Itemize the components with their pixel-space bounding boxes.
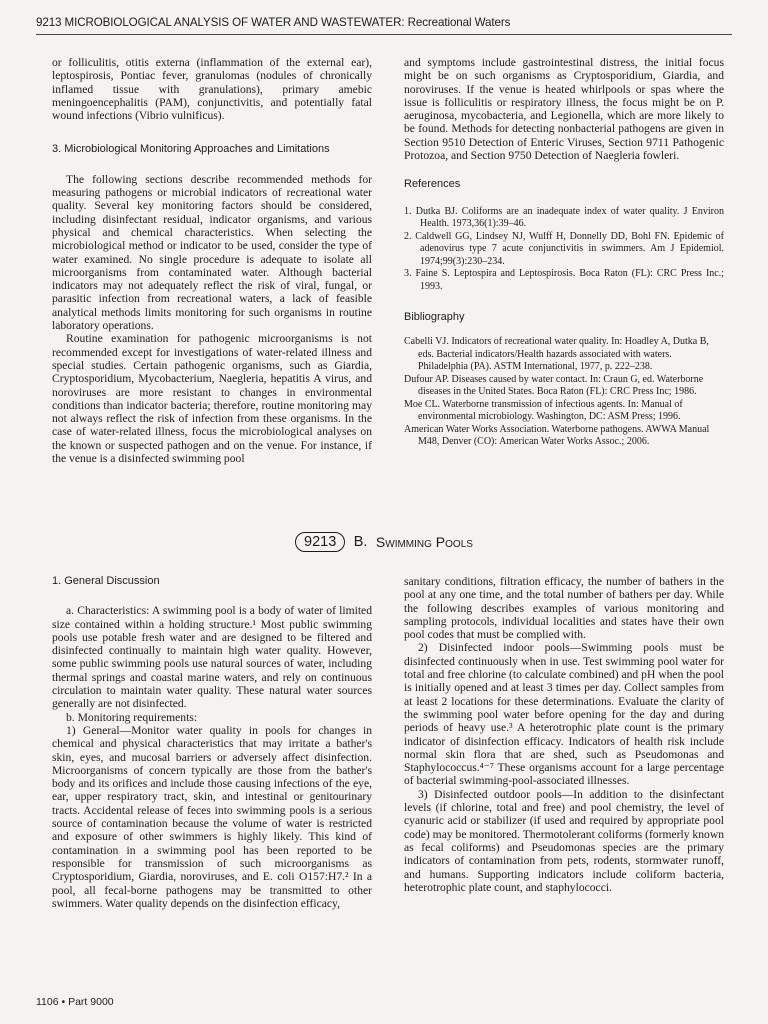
paragraph: The following sections describe recommended methods for measuring pathogens or microbial indicators of recreational water quality. Several key monitoring factors should be considered, including disinfectant residual, indicator organisms, and various physical and chemical characteristics. When selecting the microbiological method or indicator to be used, consider the type of water examined. No single procedure is adequate to isolate all microorganisms from contaminated water. Although bacterial indicators may not adequately reflect the risk of viral, fungal, or parasitic infection from recreational waters, a lack of feasible analytical methods limits monitoring for such organisms in routine laboratory operations. <box>52 172 372 333</box>
paragraph: or folliculitis, otitis externa (inflammation of the external ear), leptospirosis, Pontiac fever, granulomas (nodules of chronically inflamed tissue with granulations), primary amebic meningoencephalitis (PAM), conjunctivitis, and potentially fatal wound infections (Vibrio vulnificus). <box>52 56 372 123</box>
section-letter: B. <box>353 534 368 550</box>
page-footer: 1106 • Part 9000 <box>36 996 114 1008</box>
right-column-bottom <box>404 575 724 894</box>
bibliography-item: Cabelli VJ. Indicators of recreational water quality. In: Hoadley A, Dutka B, eds. Bacterial indicators/Health hazards associated with waters. Philadelphia (PA). ASTM International, 1977, p. 222–238. <box>404 336 709 373</box>
paragraph: a. Characteristics: A swimming pool is a body of water of limited size contained within a holding structure.¹ Most public swimming pools use potable fresh water and are designed to be filtered and disinfected continually to maintain high water quality. However, some public swimming pools use natural sources of water, including thermal springs and coastal marine waters, and rely on continuous circulation to maintain water quality. These natural water sources generally are not disinfected. <box>52 604 372 711</box>
paragraph: 2) Disinfected indoor pools—Swimming pools must be disinfected continuously when in use. Test swimming pool water for total and free chlorine (to calculate combined) and pH when the pool is initially opened and at least 3 times per day. Collect samples from at least 2 locations for these determinations. Evaluate the clarity of the swimming pool water before opening for the day and during periods of heavy use.³ A heterotrophic plate count is the primary indicator of disinfection efficacy. Indicators of health risk include normal skin flora that are shed, such as Pseudomonas and Staphylococcus.⁴⁻⁷ These organisms account for a large percentage of bacterial swimming-pool-associated illnesses. <box>404 641 724 788</box>
paragraph: b. Monitoring requirements: <box>66 710 198 724</box>
subsection-heading: 1. General Discussion <box>52 575 160 587</box>
references-heading: References <box>404 178 461 191</box>
subsection-heading: 3. Microbiological Monitoring Approaches and Limitations <box>52 143 330 156</box>
bibliography-item: American Water Works Association. Waterborne pathogens. AWWA Manual M48, Denver (CO): American Water Works Assoc.; 2006. <box>404 423 710 448</box>
bibliography-list <box>404 336 724 449</box>
bibliography-item: Dufour AP. Diseases caused by water contact. In: Craun G, ed. Waterborne diseases in the United States. Boca Raton (FL): CRC Press Inc; 1986. <box>404 373 704 398</box>
references-list <box>404 206 724 294</box>
running-header: 9213 MICROBIOLOGICAL ANALYSIS OF WATER AND WASTEWATER: Recreational Waters <box>36 16 732 35</box>
bibliography-item: Moe CL. Waterborne transmission of infectious agents. In: Manual of environmental microbiology. Washington, DC: ASM Press; 1996. <box>404 398 683 423</box>
section-number-badge: 9213 <box>295 532 345 552</box>
paragraph: 3) Disinfected outdoor pools—In addition to the disinfectant levels (if chlorine, total and free) and pool chemistry, the level of cyanuric acid or stabilizer (if used and required by appropriate pool code) may be monitored. Thermotolerant coliforms (formerly known as fecal coliforms) and Pseudomonas species are the primary indicators of contamination from pets, rodents, stormwater runoff, and humans. Supporting indicators include coliform bacteria, heterotrophic plate count, and staphylococci. <box>404 787 724 894</box>
section-name: Swimming Pools <box>375 534 473 550</box>
paragraph: 1) General—Monitor water quality in pools for changes in chemical and physical characteristics that may irritate a bather's skin, eyes, and mucosal barriers or adversely affect disinfection. Microorganisms of concern typically are those from the bather's body and its orifices and include those causing infections of the eye, ear, upper respiratory tract, skin, and intestinal or genitourinary tracts. Accidental release of feces into swimming pools is a serious source of contamination because the volume of water is restricted and exposure of other swimmers is highly likely. This kind of contamination in a swimming pool has been reported to be responsible for transmission of such microorganisms as Cryptosporidium, Giardia, noroviruses, and E. coli O157:H7.² In a pool, all fecal-borne pathogens may be transmitted to other swimmers. Water quality depends on the disinfection efficacy, <box>52 723 372 910</box>
paragraph: Routine examination for pathogenic microorganisms is not recommended except for investigations of water-related illness and special studies. Certain pathogenic organisms, such as Giardia, Cryptosporidium, Mycobacterium, Naegleria, hepatitis A virus, and noroviruses are more resistant to changes in environmental conditions than indicator bacteria; therefore, routine monitoring may not always reflect the risk of infection from these organisms. In the case of water-related illness, focus the microbiological analyses on the known or suspected pathogen and on the venue. For instance, if the venue is a disinfected swimming pool <box>52 332 372 466</box>
left-column-bottom <box>52 575 372 910</box>
reference-item: 3. Faine S. Leptospira and Leptospirosis. Boca Raton (FL): CRC Press Inc.; 1993. <box>404 268 724 292</box>
paragraph: and symptoms include gastrointestinal distress, the initial focus might be on such organisms as Cryptosporidium, Giardia, and noroviruses. If the venue is heated whirlpools or spas where the issue is folliculitis or respiratory illness, the focus might be on P. aeruginosa, mycobacteria, and Legionella, which are more likely to be found. Methods for detecting nonbacterial pathogens are given in Section 9510 Detection of Enteric Viruses, Section 9711 Pathogenic Protozoa, and Section 9750 Detection of Naegleria fowleri. <box>404 56 724 163</box>
reference-item: 2. Caldwell GG, Lindsey NJ, Wulff H, Donnelly DD, Bohl FN. Epidemic of adenovirus type 7 acute conjunctivitis in swimmers. Am J Epidemiol. 1974;99(3):230–234. <box>404 230 724 267</box>
bibliography-heading: Bibliography <box>404 311 465 324</box>
left-column-top <box>52 56 372 465</box>
paragraph: sanitary conditions, filtration efficacy, the number of bathers in the pool at any one time, and the total number of bathers per day. While the following describes examples of various monitoring and sampling protocols, individual localities and states have their own pool codes that must be complied with. <box>404 575 724 642</box>
section-title <box>0 532 768 552</box>
right-column-top <box>404 56 724 449</box>
reference-item: 1. Dutka BJ. Coliforms are an inadequate index of water quality. J Environ Health. 1973,36(1):39–46. <box>404 205 724 230</box>
